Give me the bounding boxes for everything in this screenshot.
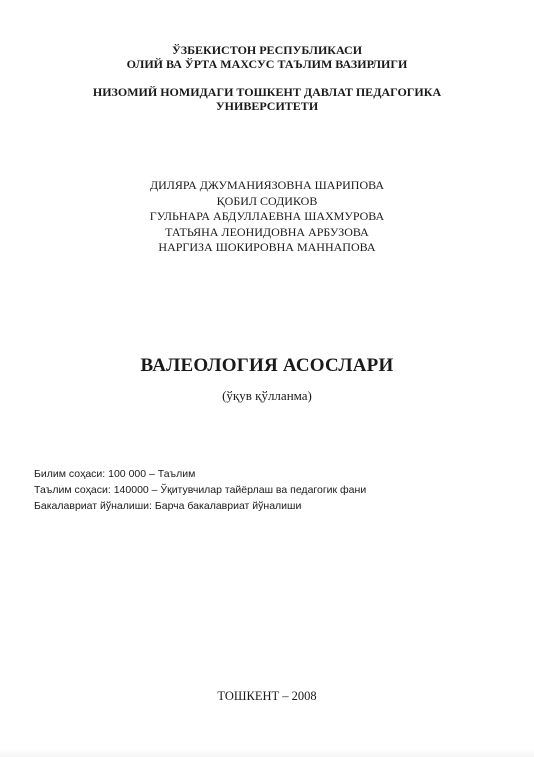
scan-edge-shadow: [0, 749, 534, 757]
book-subtitle: (ўқув қўлланма): [222, 388, 312, 403]
classification-line: Билим соҳаси: 100 000 – Таълим: [34, 468, 196, 480]
university-line-1: НИЗОМИЙ НОМИДАГИ ТОШКЕНТ ДАВЛАТ ПЕДАГОГИКА: [92, 85, 442, 99]
author-name: НАРГИЗА ШОКИРОВНА МАННАПОВА: [158, 240, 376, 254]
classification-block: [34, 466, 366, 514]
publication-place-year: ТОШКЕНТ – 2008: [217, 689, 317, 703]
author-name: ДИЛЯРА ДЖУМАНИЯЗОВНА ШАРИПОВА: [149, 178, 385, 192]
classification-line: Бакалавриат йўналиши: Барча бакалавриат йўналиши: [34, 500, 302, 512]
author-list: [0, 178, 534, 256]
author-name: ҚОБИЛ СОДИКОВ: [216, 193, 318, 208]
ministry-line-2: ОЛИЙ ВА ЎРТА МАХСУС ТАЪЛИМ ВАЗИРЛИГИ: [126, 57, 408, 71]
author-name: ТАТЬЯНА ЛЕОНИДОВНА АРБУЗОВА: [165, 224, 369, 239]
author-name: ГУЛЬНАРА АБДУЛЛАЕВНА ШАХМУРОВА: [149, 209, 385, 223]
university-line-2: УНИВЕРСИТЕТИ: [215, 99, 319, 113]
classification-line: Таълим соҳаси: 140000 – Ўқитувчилар тайёрлаш ва педагогик фани: [34, 484, 367, 496]
ministry-line-1: ЎЗБЕКИСТОН РЕСПУБЛИКАСИ: [171, 43, 363, 57]
ministry-header: [0, 43, 534, 71]
book-title: ВАЛЕОЛОГИЯ АСОСЛАРИ: [140, 355, 394, 376]
university-header: [0, 85, 534, 113]
